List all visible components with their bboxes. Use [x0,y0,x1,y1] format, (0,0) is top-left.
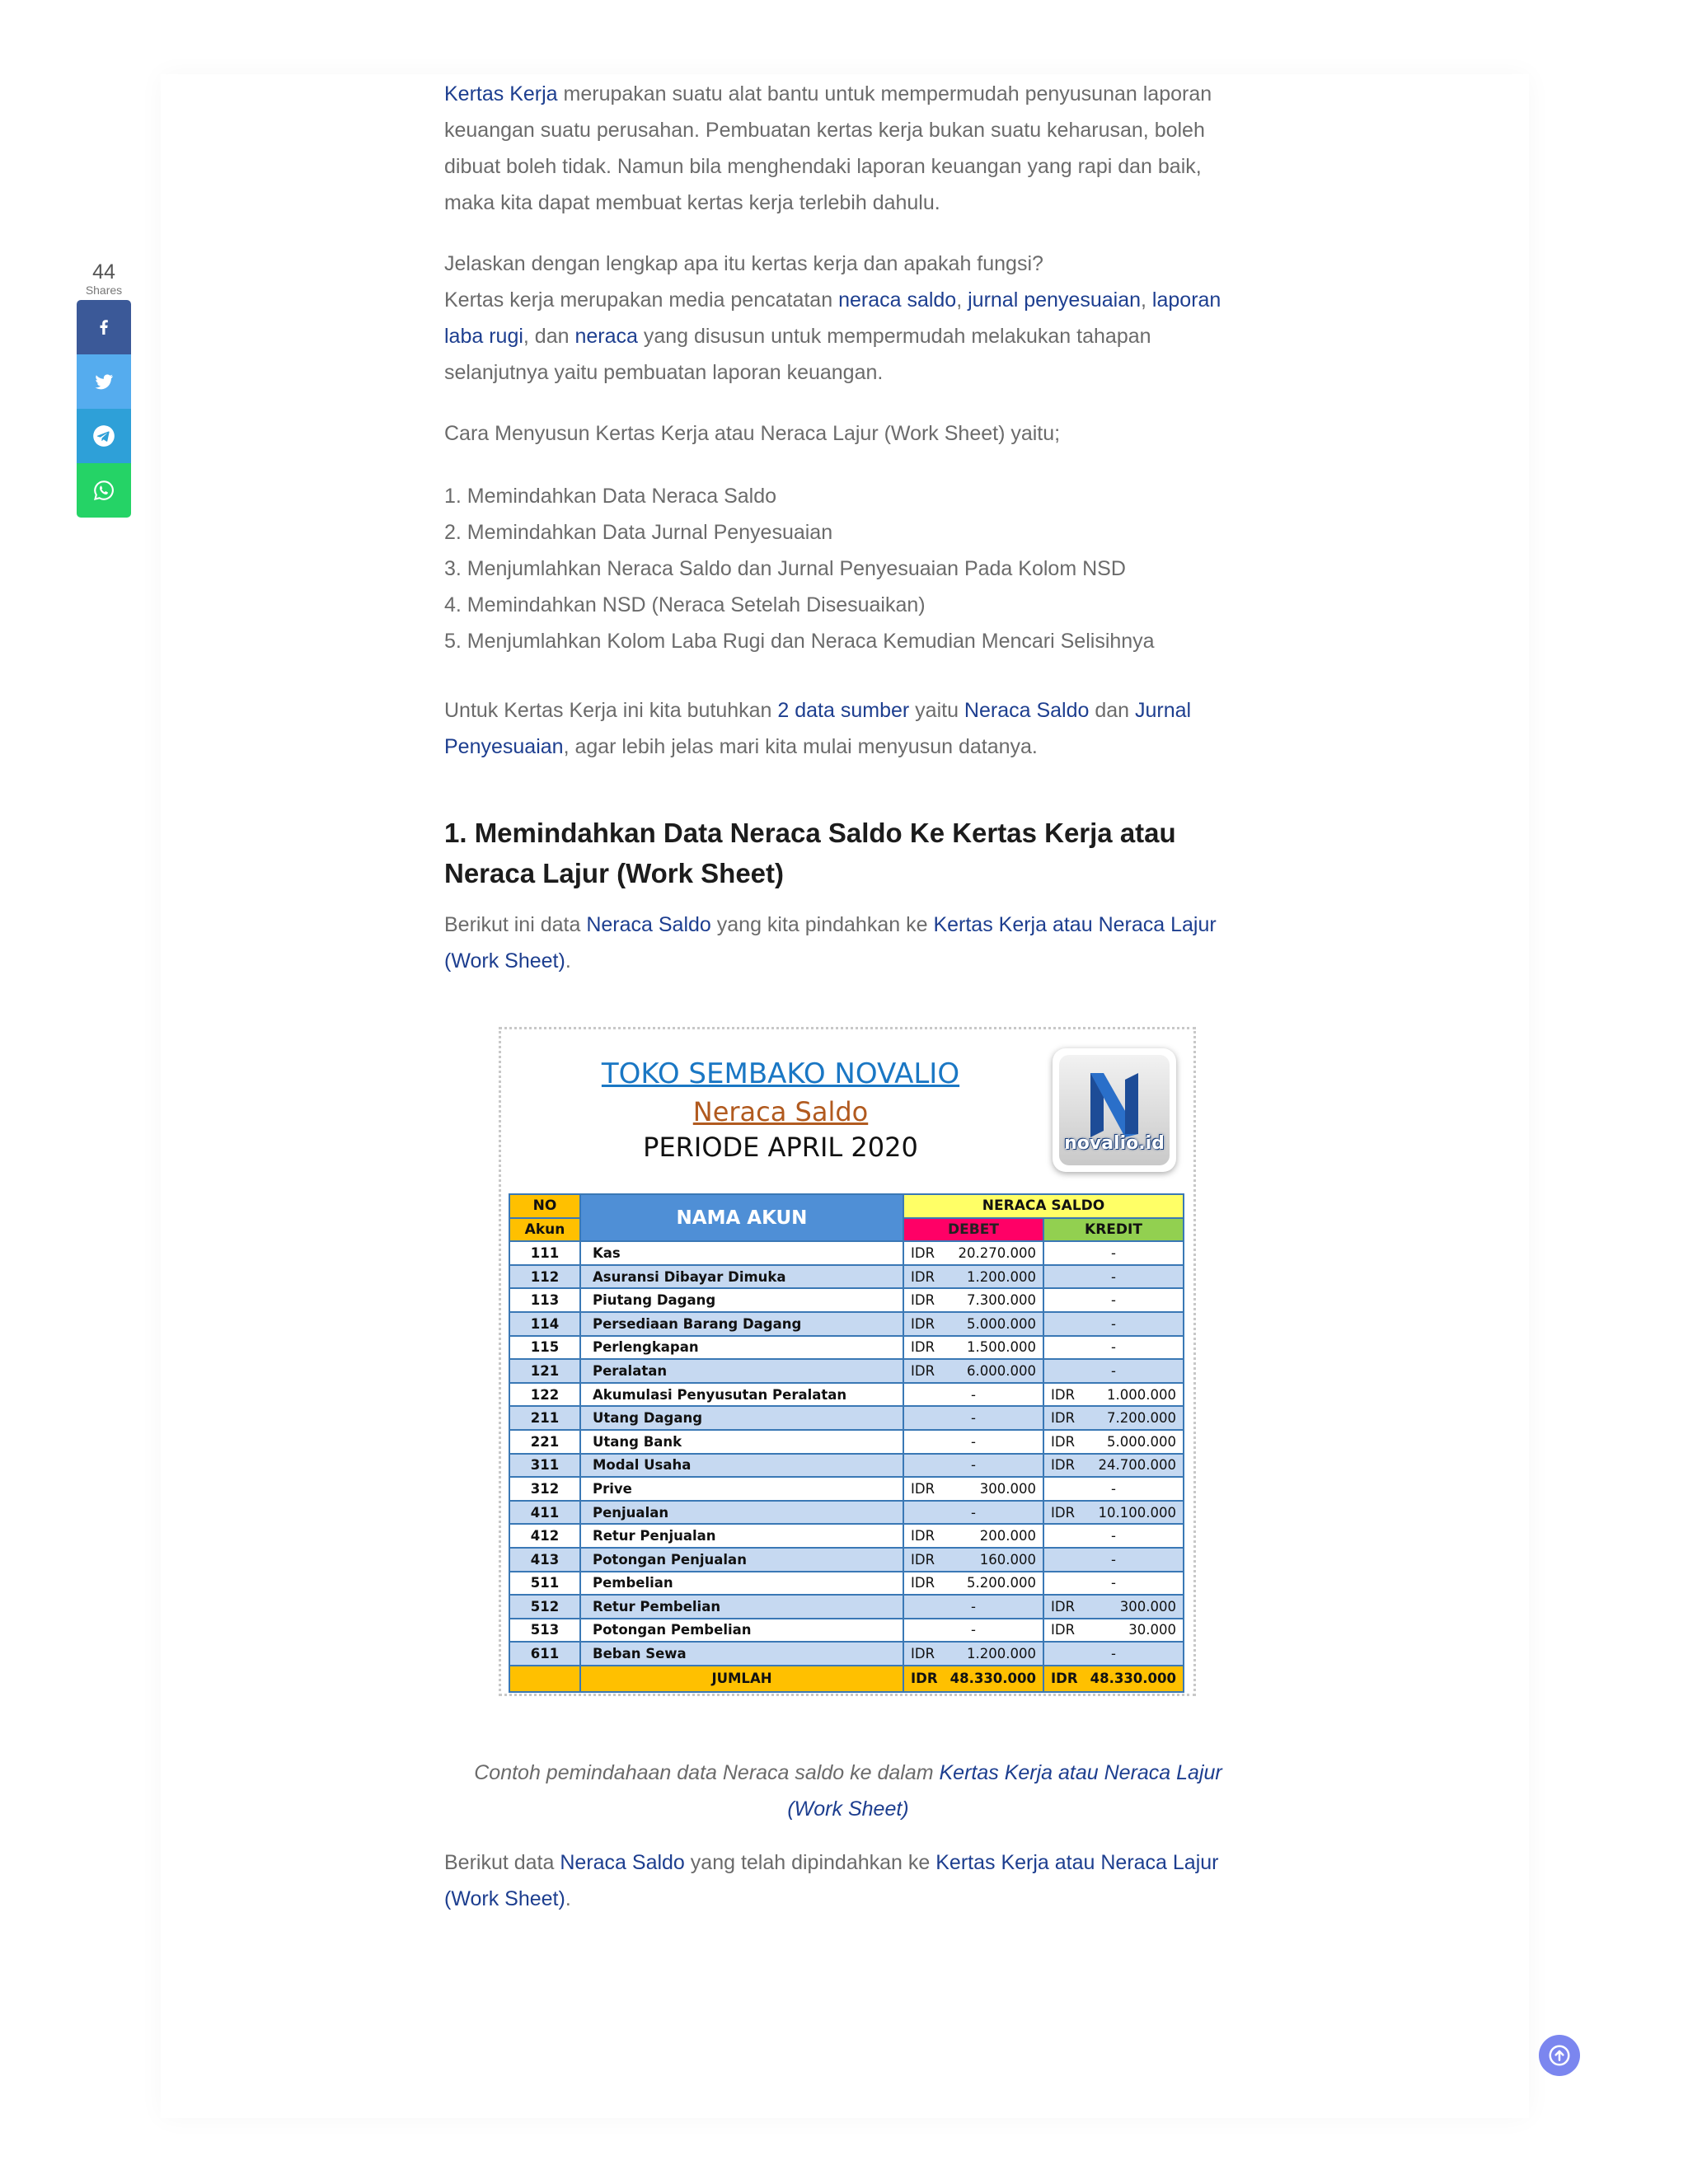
novalio-logo [1053,1048,1176,1172]
table-row [509,1383,1184,1407]
facebook-icon [94,317,114,337]
account-name: Penjualan [580,1501,903,1525]
account-number: 113 [509,1288,580,1312]
account-number: 413 [509,1548,580,1572]
link-laporan-laba-rugi[interactable]: laporan laba rugi [444,288,1221,348]
table-total-row: JUMLAH IDR 48.330.000 IDR 48.330.000 [509,1666,1184,1692]
amount-kredit: IDR 30.000 [1043,1619,1184,1643]
account-name: Utang Dagang [580,1406,903,1430]
link-neraca-saldo[interactable]: Neraca Saldo [586,913,711,936]
link-kertas-kerja[interactable]: Kertas Kerja [444,82,558,105]
amount-kredit: - [1043,1548,1184,1572]
table-row [509,1265,1184,1289]
amount-debet: - [903,1406,1043,1430]
account-name: Potongan Pembelian [580,1619,903,1643]
table-row [509,1642,1184,1666]
table-row [509,1477,1184,1501]
amount-debet: - [903,1595,1043,1619]
header-debet: DEBET [903,1218,1043,1242]
table-row [509,1548,1184,1572]
account-name: Retur Pembelian [580,1595,903,1619]
link-neraca-saldo[interactable]: Neraca Saldo [964,699,1090,722]
facebook-share-button[interactable] [77,300,131,354]
link-jurnal-penyesuaian[interactable]: jurnal penyesuaian [968,288,1142,312]
amount-kredit: - [1043,1265,1184,1289]
table-row [509,1501,1184,1525]
link-kertas-kerja-work-sheet[interactable]: Kertas Kerja atau Neraca Lajur (Work Sheet) [444,913,1217,972]
account-number: 122 [509,1383,580,1407]
link-kertas-kerja-work-sheet[interactable]: Kertas Kerja atau Neraca Lajur (Work Sheet) [787,1761,1222,1821]
whatsapp-icon [92,479,115,502]
account-name: Potongan Penjualan [580,1548,903,1572]
account-name: Persediaan Barang Dagang [580,1312,903,1336]
amount-kredit: - [1043,1572,1184,1596]
amount-debet: IDR 300.000 [903,1477,1043,1501]
list-item: 1. Memindahkan Data Neraca Saldo [444,485,777,508]
account-name: Retur Penjualan [580,1524,903,1548]
whatsapp-share-button[interactable] [77,463,131,518]
account-number: 311 [509,1454,580,1478]
account-name: Beban Sewa [580,1642,903,1666]
telegram-icon [92,424,115,448]
logo-text: novalio.id [1064,1133,1165,1154]
neraca-saldo-table [509,1193,1184,1693]
sources-paragraph: Untuk Kertas Kerja ini kita butuhkan 2 data sumber yaitu Neraca Saldo dan Jurnal Penyesuaian, agar lebih jelas mari kita mulai menyusun datanya. [444,699,1192,758]
link-kertas-kerja-work-sheet[interactable]: Kertas Kerja atau Neraca Lajur (Work Sheet) [444,1851,1219,1910]
account-number: 611 [509,1642,580,1666]
link-neraca[interactable]: neraca [574,325,638,348]
question-paragraph: Jelaskan dengan lengkap apa itu kertas kerja dan apakah fungsi? Kertas kerja merupakan media pencatatan neraca saldo, jurnal penyesuaian, laporan laba rugi, dan neraca yang disusun untuk mempermudah melakukan tahapan selanjutnya yaitu pembuatan laporan keuangan. [444,252,1221,384]
table-row [509,1572,1184,1596]
link-jurnal-penyesuaian[interactable]: Jurnal Penyesuaian [444,699,1192,758]
share-sidebar [77,260,131,518]
table-row [509,1524,1184,1548]
intro-paragraph: Kertas Kerja merupakan suatu alat bantu untuk mempermudah penyusunan laporan keuangan suatu perusahan. Pembuatan kertas kerja bukan suatu keharusan, boleh dibuat boleh tidak. Namun bila menghendaki laporan keuangan yang rapi dan baik, maka kita dapat membuat kertas kerja terlebih dahulu. [444,82,1212,214]
header-akun: Akun [509,1218,580,1242]
account-name: Modal Usaha [580,1454,903,1478]
table-row [509,1406,1184,1430]
twitter-icon [93,371,115,392]
neraca-saldo-figure [499,1027,1196,1696]
amount-debet: IDR 6.000.000 [903,1359,1043,1383]
amount-debet: - [903,1501,1043,1525]
amount-kredit: - [1043,1359,1184,1383]
account-number: 512 [509,1595,580,1619]
share-label: Shares [85,284,123,297]
amount-kredit: - [1043,1336,1184,1360]
figure-title-period: PERIODE APRIL 2020 [643,1132,918,1163]
account-number: 115 [509,1336,580,1360]
account-number: 121 [509,1359,580,1383]
article-body [444,76,1252,979]
account-number: 111 [509,1241,580,1265]
account-name: Kas [580,1241,903,1265]
account-number: 312 [509,1477,580,1501]
header-no: NO [509,1194,580,1218]
amount-debet: IDR 1.200.000 [903,1642,1043,1666]
amount-kredit: IDR 10.100.000 [1043,1501,1184,1525]
total-label: JUMLAH [580,1666,903,1692]
table-row [509,1336,1184,1360]
table-row [509,1241,1184,1265]
figure-title-store: TOKO SEMBAKO NOVALIO [601,1057,960,1090]
list-item: 2. Memindahkan Data Jurnal Penyesuaian [444,521,833,544]
account-number: 513 [509,1619,580,1643]
header-nama-akun: NAMA AKUN [580,1194,903,1241]
account-number: 412 [509,1524,580,1548]
list-item: 5. Menjumlahkan Kolom Laba Rugi dan Neraca Kemudian Mencari Selisihnya [444,630,1155,653]
telegram-share-button[interactable] [77,409,131,463]
share-count: 44 [92,260,115,284]
table-row [509,1454,1184,1478]
amount-kredit: - [1043,1524,1184,1548]
amount-debet: - [903,1454,1043,1478]
amount-debet: IDR 1.200.000 [903,1265,1043,1289]
account-name: Prive [580,1477,903,1501]
amount-debet: IDR 7.300.000 [903,1288,1043,1312]
total-debet: 48.330.000 [950,1671,1036,1687]
amount-kredit: - [1043,1288,1184,1312]
section-paragraph: Berikut ini data Neraca Saldo yang kita pindahkan ke Kertas Kerja atau Neraca Lajur (Work Sheet). [444,913,1217,972]
amount-debet: IDR 5.000.000 [903,1312,1043,1336]
amount-debet: IDR 200.000 [903,1524,1043,1548]
total-kredit: 48.330.000 [1090,1671,1176,1687]
arrow-up-circle-icon [1547,2043,1572,2068]
table-row [509,1619,1184,1643]
amount-debet: IDR 20.270.000 [903,1241,1043,1265]
table-row [509,1288,1184,1312]
account-number: 411 [509,1501,580,1525]
account-number: 221 [509,1430,580,1454]
link-neraca-saldo[interactable]: neraca saldo [838,288,957,312]
amount-kredit: - [1043,1477,1184,1501]
scroll-to-top-button[interactable] [1539,2035,1580,2076]
account-number: 112 [509,1265,580,1289]
account-name: Perlengkapan [580,1336,903,1360]
account-name: Peralatan [580,1359,903,1383]
closing-paragraph: Berikut data Neraca Saldo yang telah dipindahkan ke Kertas Kerja atau Neraca Lajur (Work Sheet). [444,1851,1219,1910]
account-number: 511 [509,1572,580,1596]
account-name: Akumulasi Penyusutan Peralatan [580,1383,903,1407]
link-neraca-saldo[interactable]: Neraca Saldo [560,1851,685,1874]
amount-kredit: IDR 300.000 [1043,1595,1184,1619]
steps-list [444,478,1252,659]
list-item: 3. Menjumlahkan Neraca Saldo dan Jurnal Penyesuaian Pada Kolom NSD [444,557,1126,580]
steps-intro: Cara Menyusun Kertas Kerja atau Neraca Lajur (Work Sheet) yaitu; [444,422,1061,445]
table-row [509,1595,1184,1619]
amount-debet: - [903,1430,1043,1454]
account-number: 114 [509,1312,580,1336]
amount-kredit: - [1043,1241,1184,1265]
amount-kredit: - [1043,1312,1184,1336]
account-name: Pembelian [580,1572,903,1596]
header-kredit: KREDIT [1043,1218,1184,1242]
list-item: 4. Memindahkan NSD (Neraca Setelah Disesuaikan) [444,593,926,616]
figure-caption: Contoh pemindahaan data Neraca saldo ke dalam Kertas Kerja atau Neraca Lajur (Work Sheet) [474,1761,1222,1821]
amount-kredit: - [1043,1642,1184,1666]
amount-kredit: IDR 7.200.000 [1043,1406,1184,1430]
amount-debet: IDR 160.000 [903,1548,1043,1572]
table-row [509,1430,1184,1454]
account-name: Asuransi Dibayar Dimuka [580,1265,903,1289]
table-row [509,1359,1184,1383]
amount-kredit: IDR 1.000.000 [1043,1383,1184,1407]
account-name: Utang Bank [580,1430,903,1454]
amount-debet: IDR 1.500.000 [903,1336,1043,1360]
amount-debet: IDR 5.200.000 [903,1572,1043,1596]
amount-kredit: IDR 24.700.000 [1043,1454,1184,1478]
account-name: Piutang Dagang [580,1288,903,1312]
amount-debet: - [903,1383,1043,1407]
table-row [509,1312,1184,1336]
section-heading: 1. Memindahkan Data Neraca Saldo Ke Kertas Kerja atau Neraca Lajur (Work Sheet) [444,818,1176,888]
amount-debet: - [903,1619,1043,1643]
header-neraca-saldo: NERACA SALDO [903,1194,1184,1218]
account-number: 211 [509,1406,580,1430]
twitter-share-button[interactable] [77,354,131,409]
link-data-sumber[interactable]: 2 data sumber [777,699,910,722]
amount-kredit: IDR 5.000.000 [1043,1430,1184,1454]
figure-title-report: Neraca Saldo [692,1096,869,1127]
